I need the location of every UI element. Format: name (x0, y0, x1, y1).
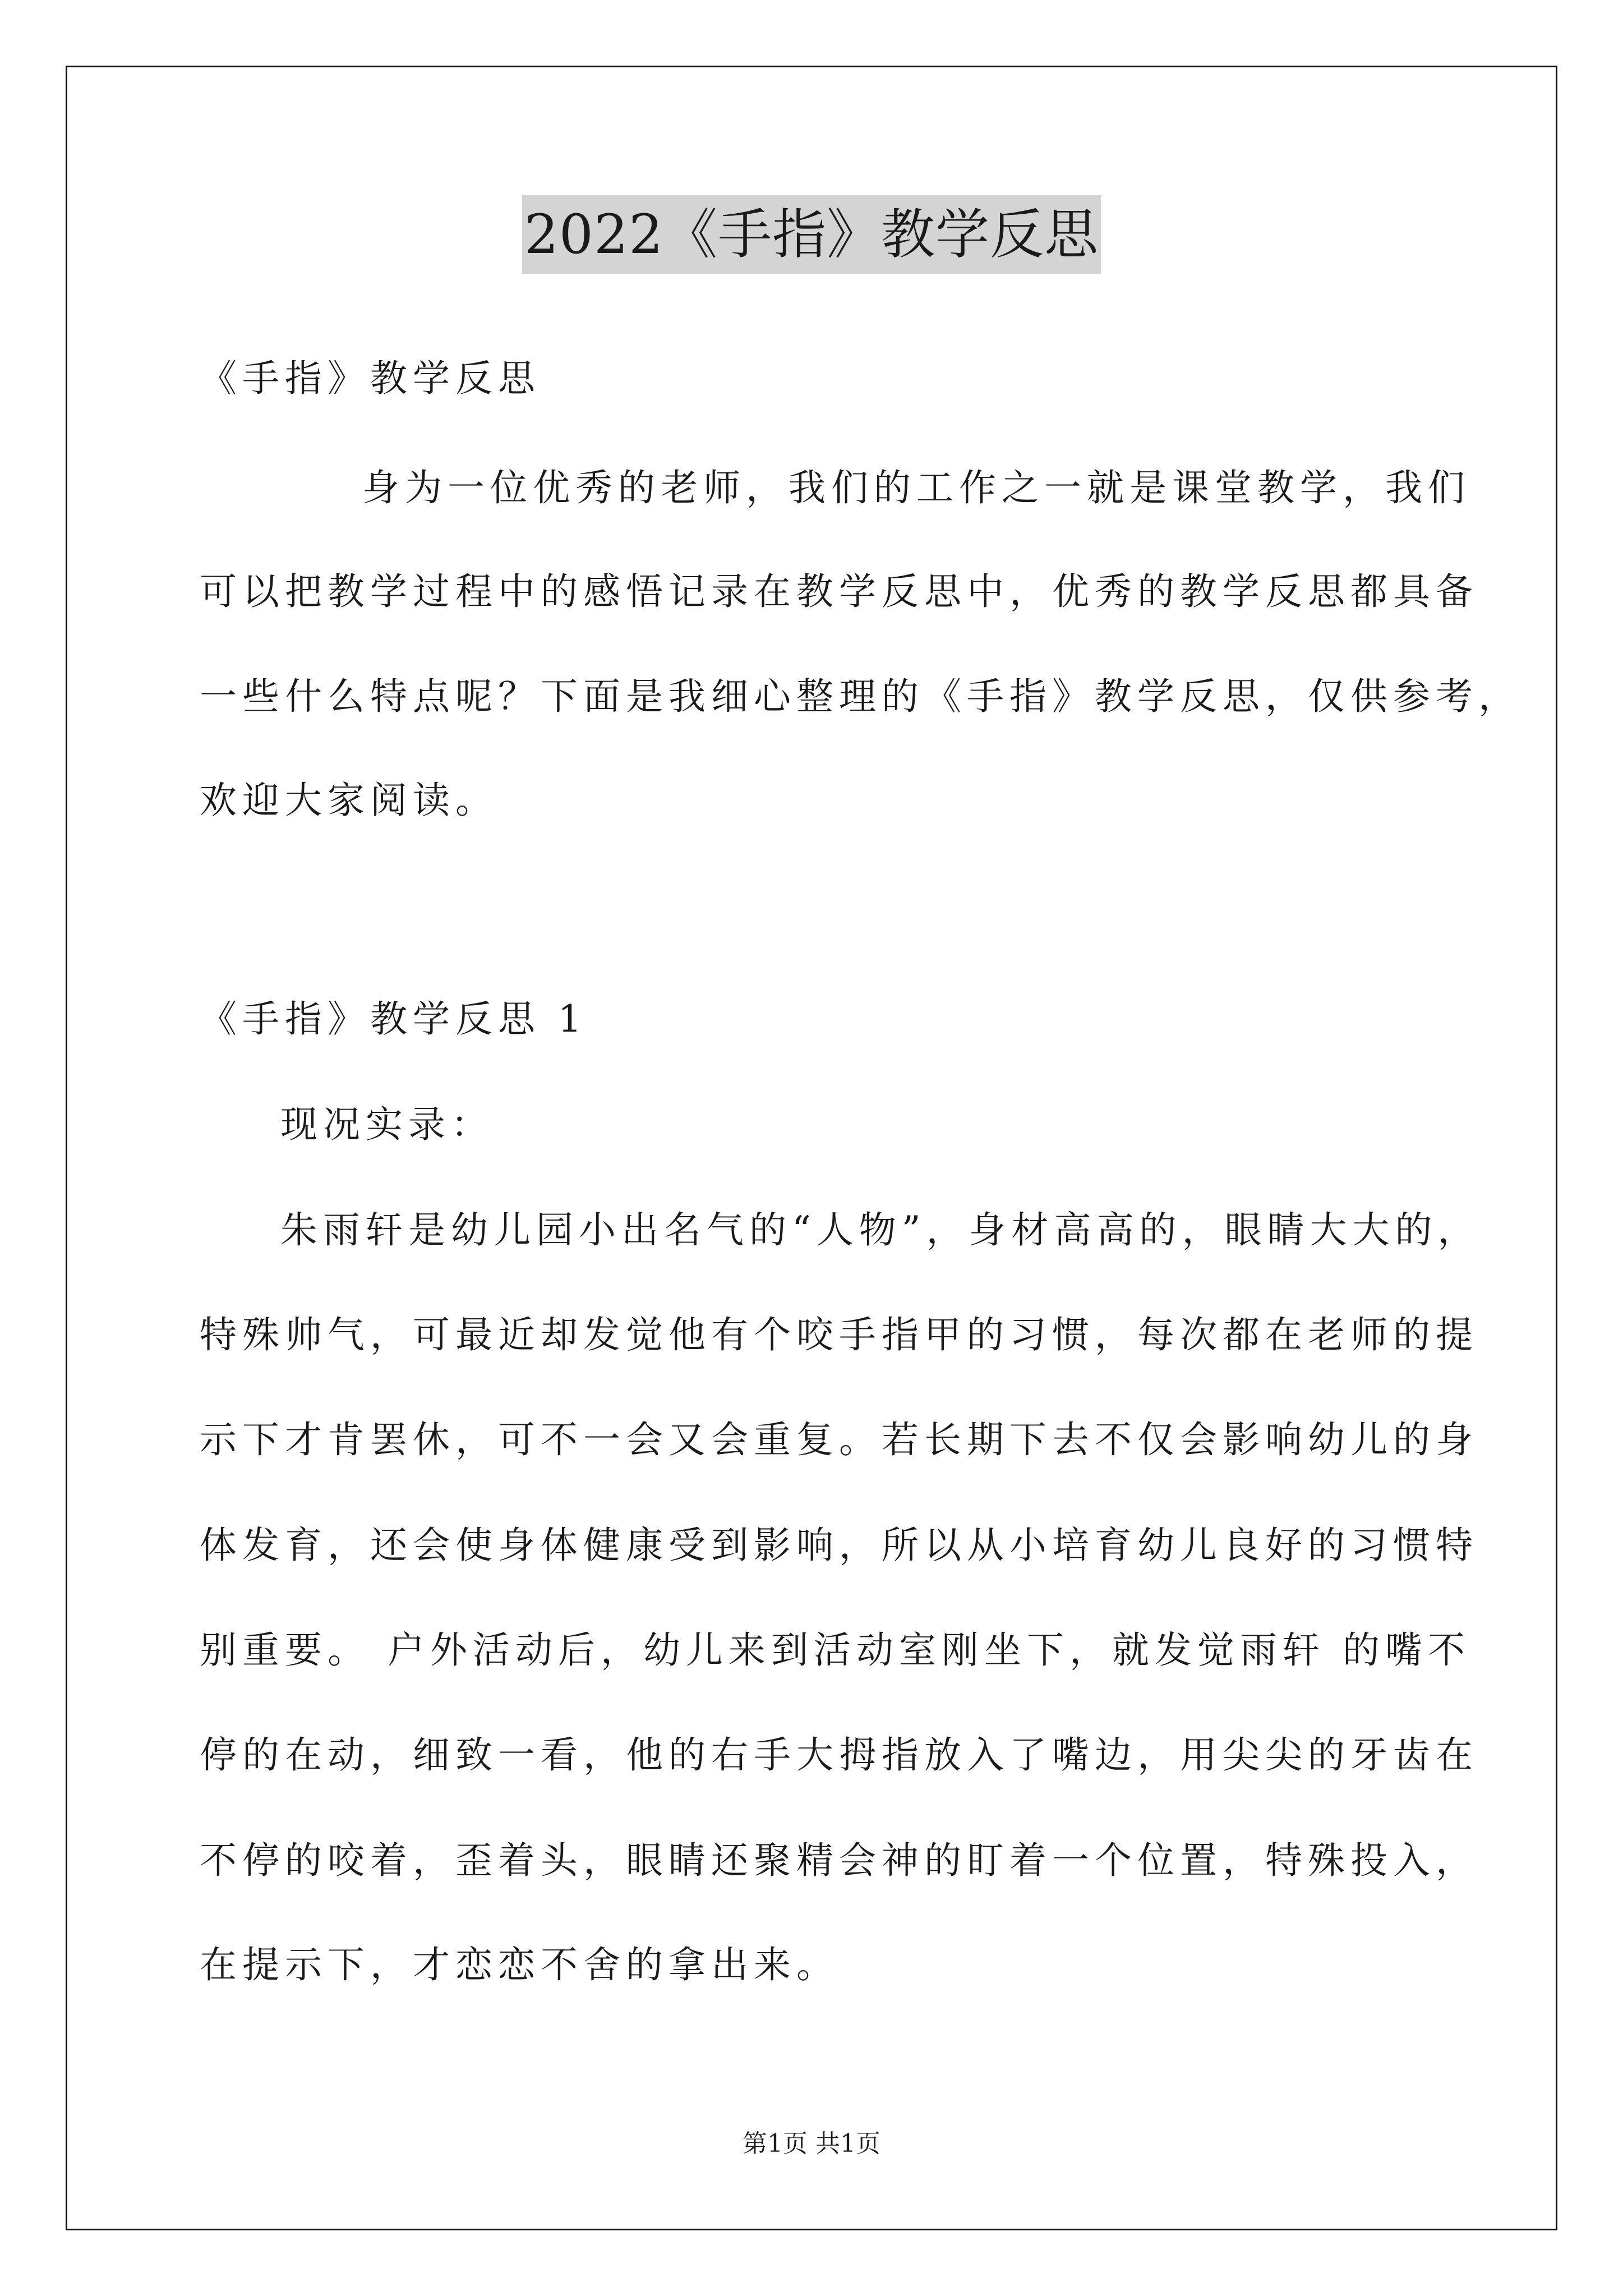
paragraph-line: 停的在动，细致一看，他的右手大拇指放入了嘴边，用尖尖的牙齿在 (200, 1733, 1478, 1777)
paragraph-line: 朱雨轩是幼儿园小出名气的“人物”，身材高高的，眼睛大大的， (280, 1208, 1481, 1251)
paragraph-line: 身为一位优秀的老师，我们的工作之一就是课堂教学，我们 (362, 466, 1470, 509)
paragraph-line: 欢迎大家阅读。 (200, 779, 498, 822)
paragraph-line: 不停的咬着，歪着头，眼睛还聚精会神的盯着一个位置，特殊投入， (200, 1839, 1478, 1882)
paragraph-line: 特殊帅气，可最近却发觉他有个咬手指甲的习惯，每次都在老师的提 (200, 1313, 1478, 1356)
paragraph-line: 在提示下，才恋恋不舍的拿出来。 (200, 1943, 839, 1986)
section-heading: 《手指》教学反思 1 (200, 997, 587, 1041)
title-container (0, 195, 1623, 274)
paragraph-line: 体发育，还会使身体健康受到影响，所以从小培育幼儿良好的习惯特 (200, 1524, 1478, 1567)
page-footer: 第1页 共1页 (743, 2129, 880, 2158)
paragraph-line: 示下才肯罢休，可不一会又会重复。若长期下去不仅会影响幼儿的身 (200, 1418, 1478, 1461)
paragraph-line: 可以把教学过程中的感悟记录在教学反思中，优秀的教学反思都具备 (200, 570, 1478, 613)
paragraph-line: 别重要。 户外活动后，幼儿来到活动室刚坐下，就发觉雨轩 的嘴不 (200, 1628, 1470, 1672)
paragraph-line: 一些什么特点呢？下面是我细心整理的《手指》教学反思，仅供参考， (200, 675, 1521, 718)
paragraph-line: 现况实录： (280, 1103, 494, 1146)
subtitle-line: 《手指》教学反思 (200, 357, 541, 400)
document-title: 2022《手指》教学反思 (522, 195, 1101, 274)
